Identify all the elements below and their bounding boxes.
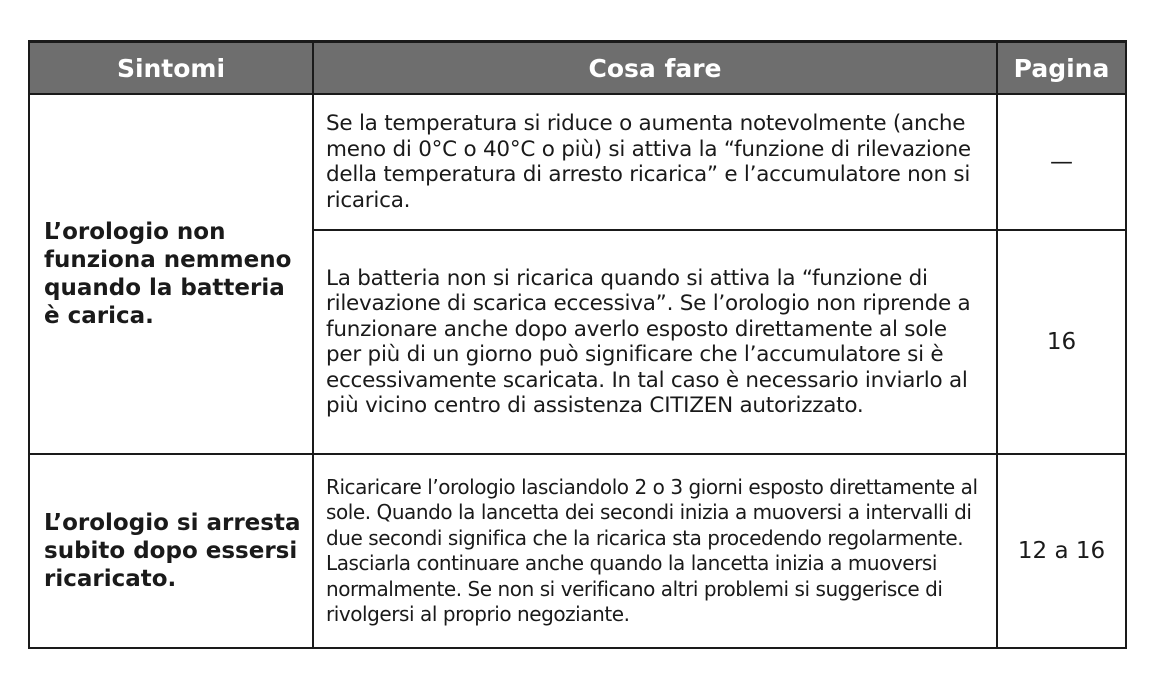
table-header-row (29, 42, 1126, 95)
page-cell: 12 a 16 (997, 454, 1126, 648)
header-symptoms: Sintomi (29, 42, 313, 95)
action-cell: Se la temperatura si riduce o aumenta notevolmente (anche meno di 0°C o 40°C o più) si attiva la “funzione di rilevazione della temperatura di arresto ricarica” e l’accumulatore non si ricarica. (313, 94, 997, 230)
symptom-cell: L’orologio non funziona nemmeno quando la batteria è carica. (29, 94, 313, 454)
symptom-cell: L’orologio si arresta subito dopo essersi ricaricato. (29, 454, 313, 648)
page-cell: 16 (997, 230, 1126, 454)
header-action: Cosa fare (313, 42, 997, 95)
page-cell: — (997, 94, 1126, 230)
action-cell: Ricaricare l’orologio lasciandolo 2 o 3 giorni esposto direttamente al sole. Quando la lancetta dei secondi inizia a muoversi a intervalli di due secondi significa che la ricarica sta procedendo regolarmente. Lasciarla continuare anche quando la lancetta inizia a muoversi normalmente. Se non si verificano altri problemi si suggerisce di rivolgersi al proprio negoziante. (313, 454, 997, 648)
table-row (29, 454, 1126, 648)
troubleshooting-table (28, 40, 1127, 649)
header-page: Pagina (997, 42, 1126, 95)
action-cell: La batteria non si ricarica quando si attiva la “funzione di rilevazione di scarica eccessiva”. Se l’orologio non riprende a funzionare anche dopo averlo esposto direttamente al sole per più di un giorno può significare che l’accumulatore si è eccessivamente scaricata. In tal caso è necessario inviarlo al più vicino centro di assistenza CITIZEN autorizzato. (313, 230, 997, 454)
table-row (29, 94, 1126, 230)
